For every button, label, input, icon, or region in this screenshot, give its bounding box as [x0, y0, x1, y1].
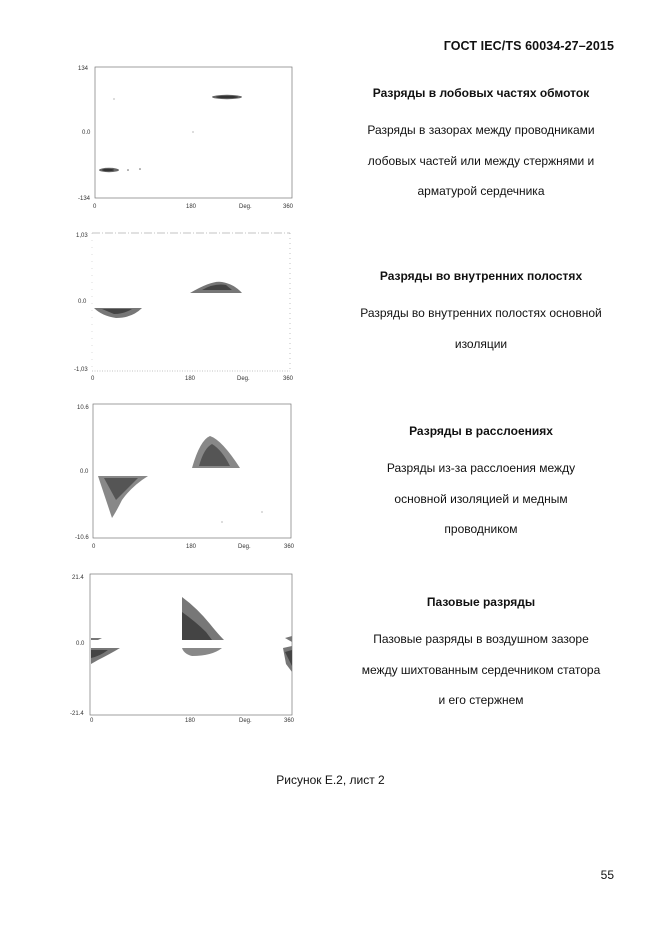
description-internal-voids [340, 268, 622, 359]
discharge-cluster-negative [94, 308, 142, 318]
description-delamination [340, 423, 622, 545]
y-tick-top: 21.4 [72, 575, 84, 581]
x-tick-0: 0 [92, 544, 96, 550]
y-tick-bottom: -134 [78, 196, 91, 202]
x-tick-180: 180 [186, 204, 197, 210]
prpd-plot-delamination [62, 400, 302, 552]
x-tick-360: 360 [284, 544, 295, 550]
description-line: лобовых частей или между стержнями и [367, 153, 595, 168]
discharge-cluster-positive [190, 282, 242, 293]
description-title: Разряды во внутренних полостях [379, 269, 583, 283]
x-tick-360: 360 [283, 204, 294, 210]
y-tick-bottom: -21.4 [70, 711, 84, 717]
y-tick-bottom: -1,03 [74, 367, 88, 373]
discharge-cluster-positive [212, 95, 242, 99]
prpd-plot-internal-voids [62, 228, 302, 383]
y-tick-bottom: -10.6 [75, 535, 89, 541]
prpd-plot-slot-discharge [62, 570, 302, 725]
description-line: изоляции [454, 336, 508, 351]
description-line: Разряды во внутренних полостях основной [360, 306, 602, 320]
y-tick-top: 134 [78, 66, 89, 72]
discharge-cluster-negative [91, 638, 120, 664]
x-axis-unit: Deg. [239, 718, 252, 724]
discharge-cluster-negative [99, 168, 141, 172]
x-tick-0: 0 [93, 204, 97, 210]
description-line: между шихтованным сердечником статора [361, 662, 601, 677]
y-tick-zero: 0.0 [80, 469, 89, 475]
description-line: и его стержнем [438, 693, 524, 707]
description-line: Разряды из-за расслоения между [386, 461, 576, 475]
x-tick-360: 360 [284, 718, 295, 724]
x-tick-0: 0 [91, 376, 95, 382]
x-axis-unit: Deg. [238, 544, 251, 550]
description-line: Разряды в зазорах между проводниками [367, 123, 595, 137]
description-end-winding [340, 85, 622, 207]
discharge-cluster-positive-secondary [182, 648, 222, 656]
y-tick-zero: 0.0 [78, 299, 87, 305]
description-title: Разряды в лобовых частях обмоток [372, 86, 590, 100]
description-slot-discharge [340, 594, 622, 716]
plot-frame [95, 67, 292, 198]
y-tick-zero: 0.0 [82, 130, 91, 136]
prpd-plot-end-winding [62, 62, 302, 212]
figure-caption: Рисунок Е.2, лист 2 [276, 773, 385, 787]
x-tick-360: 360 [283, 376, 294, 382]
x-tick-180: 180 [185, 718, 196, 724]
description-title: Пазовые разряды [426, 595, 536, 609]
description-line: проводником [444, 522, 518, 536]
discharge-cluster-positive [192, 436, 240, 468]
discharge-cluster-negative-wrap [283, 636, 292, 672]
x-axis-unit: Deg. [239, 204, 252, 210]
discharge-cluster-positive [182, 597, 224, 640]
description-line: Пазовые разряды в воздушном зазоре [373, 632, 589, 646]
x-tick-0: 0 [90, 718, 94, 724]
y-tick-top: 1,03 [76, 233, 88, 239]
description-title: Разряды в расслоениях [409, 424, 553, 438]
document-header: ГОСТ IEC/TS 60034-27–2015 [443, 39, 614, 53]
y-tick-zero: 0.0 [76, 641, 85, 647]
discharge-cluster-negative [98, 476, 148, 518]
page-number: 55 [600, 868, 614, 882]
description-line: арматурой сердечника [417, 184, 545, 198]
y-tick-top: 10.6 [77, 405, 89, 411]
x-axis-unit: Deg. [237, 376, 250, 382]
x-tick-180: 180 [185, 376, 196, 382]
x-tick-180: 180 [186, 544, 197, 550]
description-line: основной изоляцией и медным [394, 491, 568, 506]
